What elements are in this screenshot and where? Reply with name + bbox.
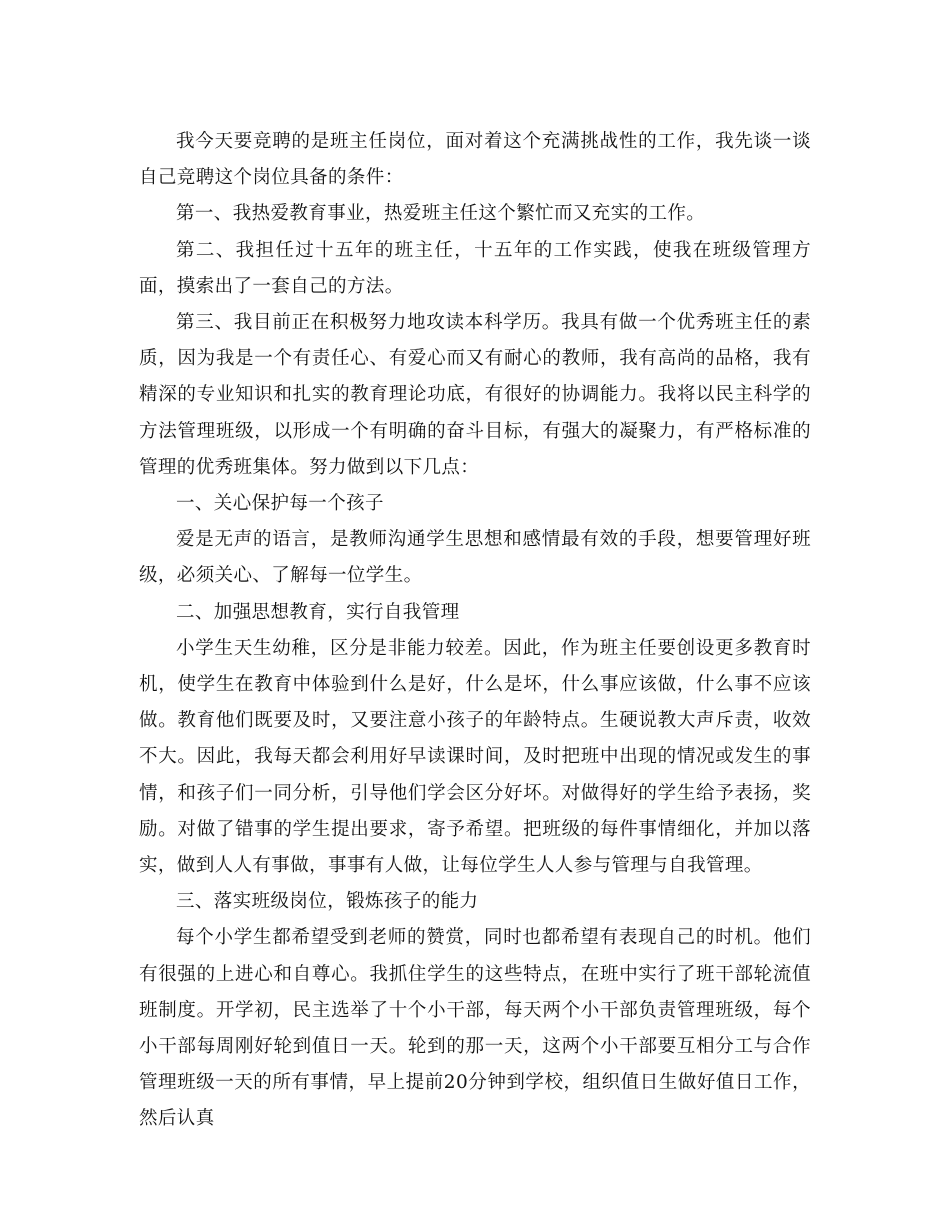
- paragraph-condition-1: 第一、我热爱教育事业，热爱班主任这个繁忙而又充实的工作。: [176, 203, 706, 225]
- paragraph-condition-2: 第二、我担任过十五年的班主任，十五年的工作实践，使我在班级管理方面，摸索出了一套自己的方法。: [139, 239, 811, 297]
- paragraph-section-2: 小学生天生幼稚，区分是非能力较差。因此，作为班主任要创设更多教育时机，使学生在教育中体验到什么是好，什么是坏，什么事应该做，什么事不应该做。教育他们既要及时，又要注意小孩子的年龄特点。生硬说教大声斥责，收效不大。因此，我每天都会利用好早读课时间，及时把班中出现的情况或发生的事情，和孩子们一同分析，引导他们学会区分好坏。对做得好的学生给予表扬，奖励。对做了错事的学生提出要求，寄予希望。把班级的每件事情细化，并加以落实，做到人人有事做，事事有人做，让每位学生人人参与管理与自我管理。: [139, 637, 811, 877]
- section-heading-1: 一、关心保护每一个孩子: [176, 493, 384, 515]
- document-body: [139, 124, 811, 1138]
- section-heading-3: 三、落实班级岗位，锻炼孩子的能力: [176, 891, 479, 913]
- paragraph-intro: 我今天要竞聘的是班主任岗位，面对着这个充满挑战性的工作，我先谈一谈自己竞聘这个岗位具备的条件：: [139, 131, 811, 189]
- section-heading-2: 二、加强思想教育，实行自我管理: [176, 601, 460, 623]
- paragraph-condition-3: 第三、我目前正在积极努力地攻读本科学历。我具有做一个优秀班主任的素质，因为我是一个有责任心、有爱心而又有耐心的教师，我有高尚的品格，我有精深的专业知识和扎实的教育理论功底，有很好的协调能力。我将以民主科学的方法管理班级，以形成一个有明确的奋斗目标，有强大的凝聚力，有严格标准的管理的优秀班集体。努力做到以下几点：: [139, 312, 811, 478]
- paragraph-section-1: 爱是无声的语言，是教师沟通学生思想和感情最有效的手段，想要管理好班级，必须关心、了解每一位学生。: [139, 529, 811, 587]
- paragraph-section-3: 每个小学生都希望受到老师的赞赏，同时也都希望有表现自己的时机。他们有很强的上进心和自尊心。我抓住学生的这些特点，在班中实行了班干部轮流值班制度。开学初，民主选举了十个小干部，每天两个小干部负责管理班级，每个小干部每周刚好轮到值日一天。轮到的那一天，这两个小干部要互相分工与合作管理班级一天的所有事情，早上提前20分钟到学校，组织值日生做好值日工作，然后认真: [139, 927, 811, 1130]
